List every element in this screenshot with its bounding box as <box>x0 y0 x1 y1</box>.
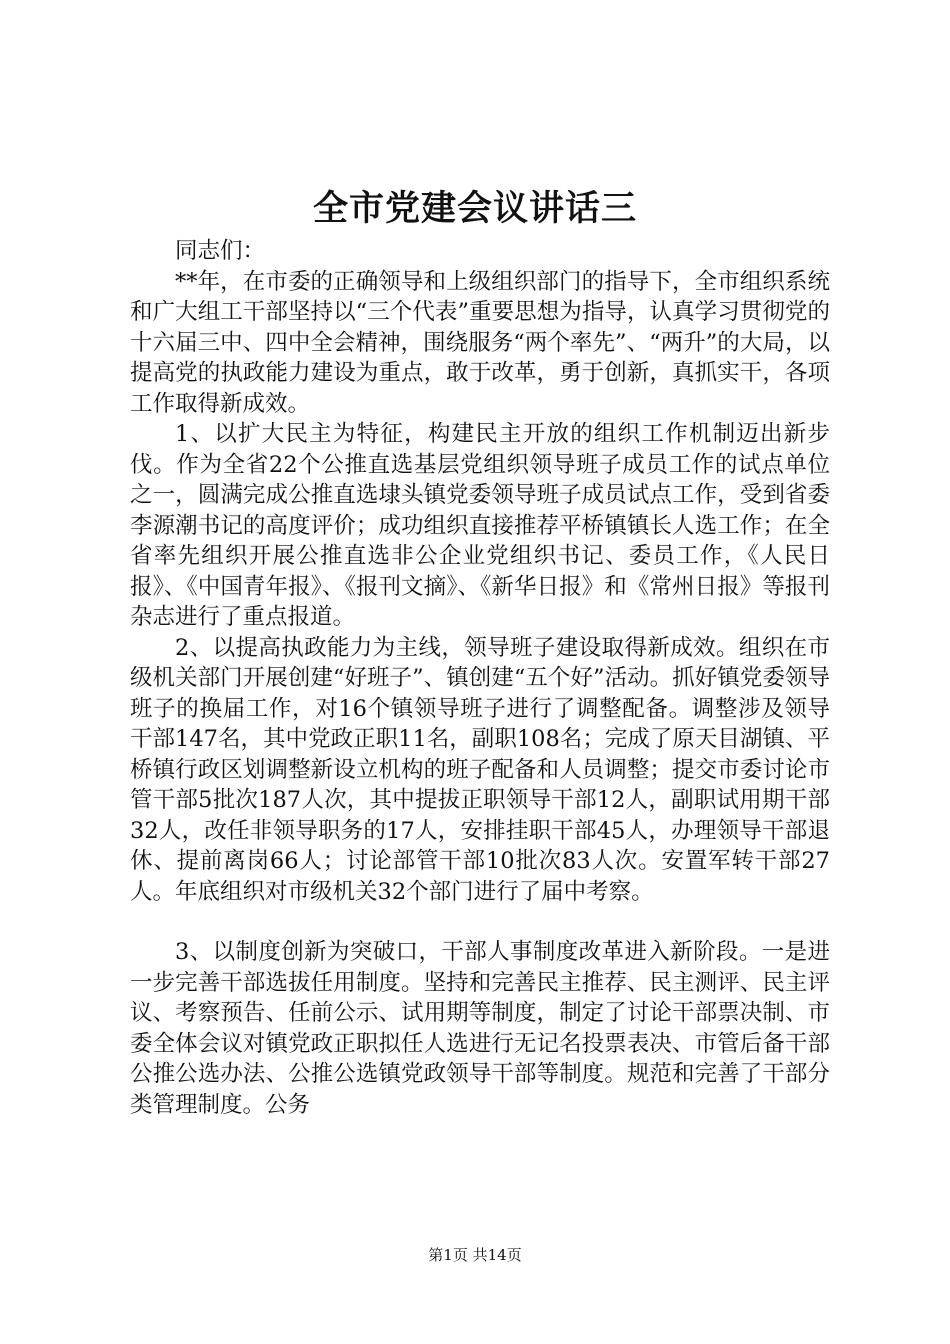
paragraph-section-1: 1、以扩大民主为特征，构建民主开放的组织工作机制迈出新步伐。作为全省22个公推直选基层党组织领导班子成员工作的试点单位之一，圆满完成公推直选埭头镇党委领导班子成员试点工作，受到省委李源潮书记的高度评价；成功组织直接推荐平桥镇镇长人选工作；在全省率先组织开展公推直选非公企业党组织书记、委员工作，《人民日报》、《中国青年报》、《报刊文摘》、《新华日报》和《常州日报》等报刊杂志进行了重点报道。 <box>130 421 830 630</box>
document-body <box>130 236 830 1120</box>
document-title: 全市党建会议讲话三 <box>312 188 637 229</box>
paragraph-section-3: 3、以制度创新为突破口，干部人事制度改革进入新阶段。一是进一步完善干部选拔任用制度。坚持和完善民主推荐、民主测评、民主评议、考察预告、任前公示、试用期等制度，制定了讨论干部票决制、市委全体会议对镇党政正职拟任人选进行无记名投票表决、市管后备干部公推公选办法、公推公选镇党政领导干部等制度。规范和完善了干部分类管理制度。公务 <box>130 939 830 1118</box>
paragraph-section-2: 2、以提高执政能力为主线，领导班子建设取得新成效。组织在市级机关部门开展创建“好班子”、镇创建“五个好”活动。抓好镇党委领导班子的换届工作，对16个镇领导班子进行了调整配备。调整涉及领导干部147名，其中党政正职11名，副职108名；完成了原天目湖镇、平桥镇行政区划调整新设立机构的班子配备和人员调整；提交市委讨论市管干部5批次187人次，其中提拔正职领导干部12人，副职试用期干部32人，改任非领导职务的17人，安排挂职干部45人，办理领导干部退休、提前离岗66人；讨论部管干部10批次83人次。安置军转干部27人。年底组织对市级机关32个部门进行了届中考察。 <box>130 634 830 905</box>
greeting-line: 同志们： <box>175 238 266 264</box>
page-number-footer: 第1页 共14页 <box>428 1246 522 1264</box>
paragraph-intro: **年，在市委的正确领导和上级组织部门的指导下，全市组织系统和广大组工干部坚持以“三个代表”重要思想为指导，认真学习贯彻党的十六届三中、四中全会精神，围绕服务“两个率先”、“两升”的大局，以提高党的执政能力建设为重点，敢于改革，勇于创新，真抓实干，各项工作取得新成效。 <box>130 268 830 417</box>
